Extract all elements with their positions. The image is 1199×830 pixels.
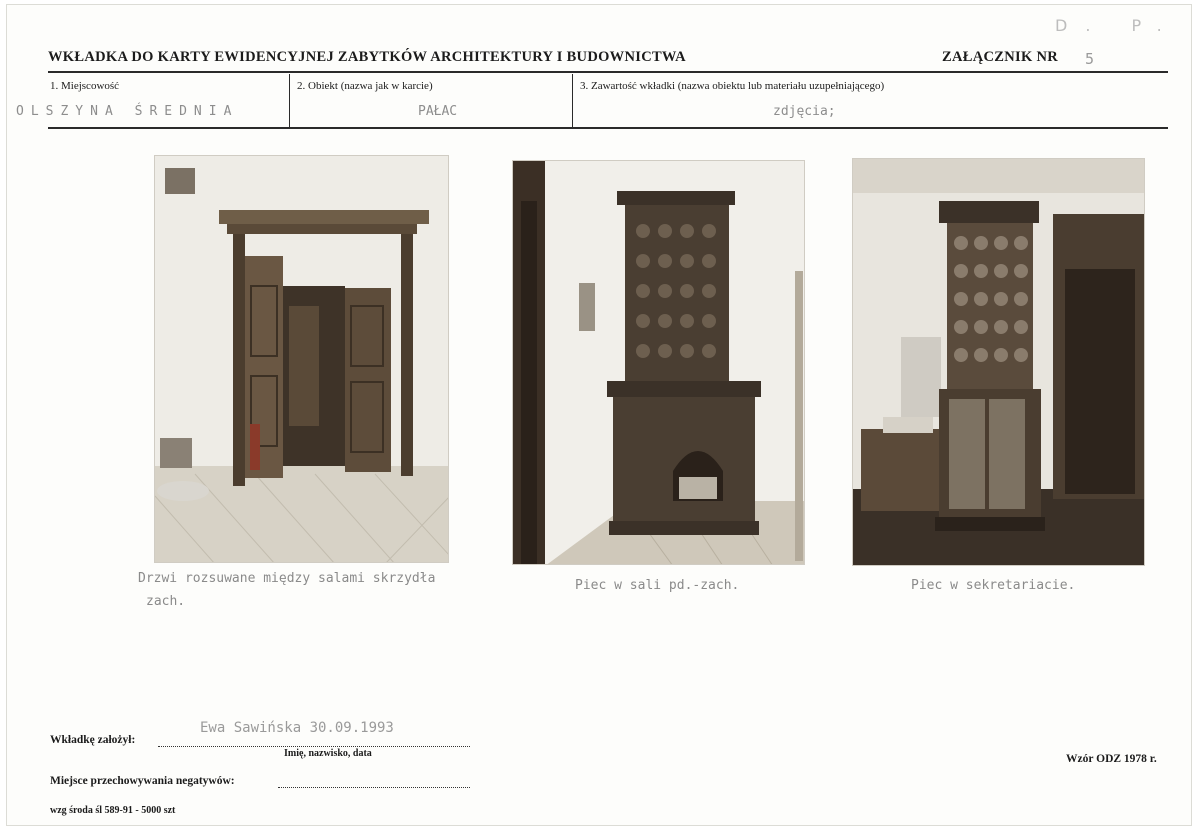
locality-label: 1. Miejscowość — [50, 80, 120, 92]
object-label: 2. Obiekt (nazwa jak w karcie) — [297, 80, 433, 92]
header-rule-bottom — [48, 127, 1168, 129]
stove-secretariat-illustration — [853, 159, 1145, 566]
document-title: WKŁADKA DO KARTY EWIDENCYJNEJ ZABYTKÓW ARCHITEKTURY I BUDOWNICTWA — [48, 49, 686, 65]
annex-number: 5 — [1085, 50, 1095, 68]
founder-label: Wkładkę założył: — [50, 734, 136, 746]
photo-door-caption-line2: zach. — [146, 594, 186, 609]
header-rule-top — [48, 71, 1168, 73]
founder-dotted-line — [158, 745, 470, 747]
photo-stove-secretariat-caption: Piec w sekretariacie. — [911, 578, 1076, 593]
door-illustration — [155, 156, 449, 563]
contents-value: zdjęcia; — [773, 104, 836, 119]
photo-door-caption-line1: Drzwi rozsuwane między salami skrzydła — [138, 571, 436, 586]
negatives-label: Miejsce przechowywania negatywów: — [50, 775, 235, 787]
photo-stove-secretariat — [852, 158, 1145, 566]
field-divider-2 — [572, 74, 573, 129]
negatives-dotted-line — [278, 786, 470, 788]
contents-label: 3. Zawartość wkładki (nazwa obiektu lub materiału uzupełniającego) — [580, 80, 885, 92]
print-info: wzg środa śl 589-91 - 5000 szt — [50, 805, 176, 816]
photo-door — [154, 155, 449, 563]
field-divider-1 — [289, 74, 290, 129]
pencil-mark: D. P. — [1055, 16, 1180, 35]
form-model: Wzór ODZ 1978 r. — [1066, 753, 1157, 765]
photo-stove-hall-caption: Piec w sali pd.-zach. — [575, 578, 740, 593]
object-value: PAŁAC — [418, 104, 458, 119]
locality-value: OLSZYNA ŚREDNIA — [16, 104, 239, 119]
founder-value: Ewa Sawińska 30.09.1993 — [200, 720, 394, 736]
stove-hall-illustration — [513, 161, 805, 565]
annex-label: ZAŁĄCZNIK NR — [942, 49, 1058, 65]
founder-hint: Imię, nazwisko, data — [284, 748, 372, 759]
photo-stove-hall — [512, 160, 805, 565]
